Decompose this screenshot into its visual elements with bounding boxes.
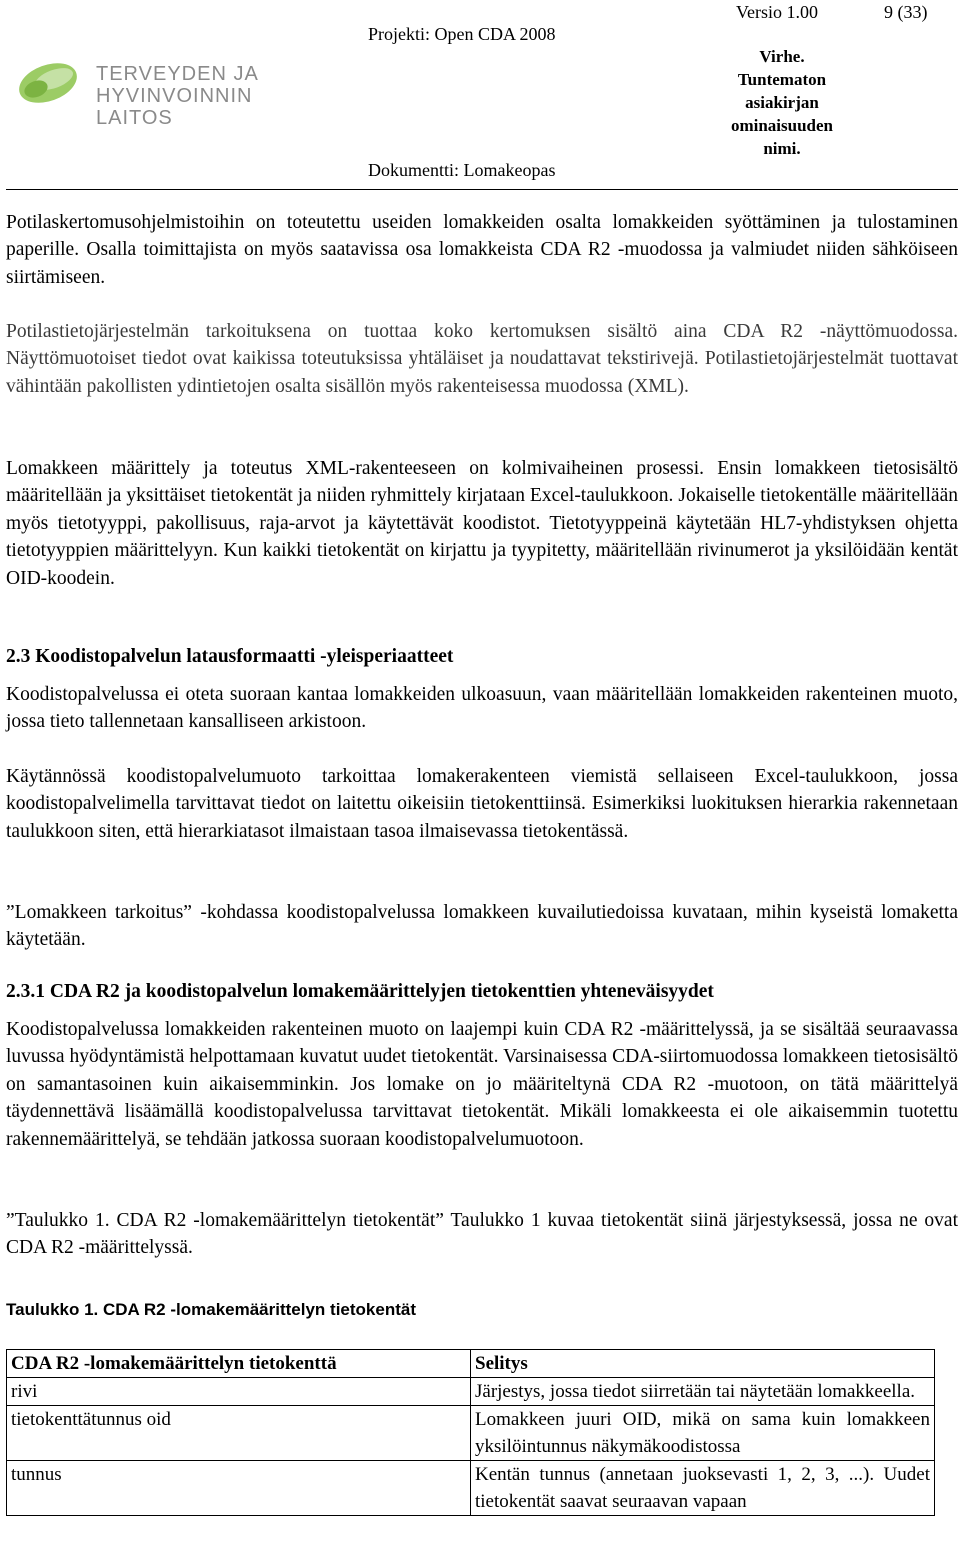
logo-line-2: HYVINVOINNIN LAITOS [96,85,253,129]
paragraph-7: Koodistopalvelussa lomakkeiden rakenteinen muoto on laajempi kuin CDA R2 -määrittelyssä, ja se sisältää seuraavassa luvussa hyödyntämistä helpottamaan kuvatut uudet tietokentät. Varsinaisessa CDA-siirtomuodossa lomakkeen tietosisältö on samantasoinen kuin aikaisemminkin. Jos lomake on jo määriteltynä CDA R2 -muotoon, on tätä määrittelyä täydennettävä lisäämällä koodistopalvelussa tarvittavat tietokentät. Mikäli lomakkeesta ei ole aikaisemmin tuotettu rakennemäärittelyä, se tehdään jatkossa suoraan koodistopalvelumuotoon. [6,1019,958,1150]
header-rule [6,189,958,190]
fields-table [6,1349,935,1516]
leaf-logo-icon [14,55,86,111]
paragraph-5: Käytännössä koodistopalvelumuoto tarkoittaa lomakerakenteen viemistä sellaiseen Excel-taulukkoon, jossa koodistopalvelimella tarvittavat tiedot on laitettu oikeisiin tietokenttiinsä. Esimerkiksi luokituksen hierarkia rakennetaan taulukkoon siten, että hierarkiatasot ilmaistaan tasoa ilmaisevassa tietokentässä. [6,766,958,842]
table-row [7,1406,935,1461]
description-cell: Kentän tunnus (annetaan juoksevasti 1, 2, 3, ...). Uudet tietokentät saavat seuraavan vapaan [471,1461,935,1516]
paragraph-6: ”Lomakkeen tarkoitus” -kohdassa koodistopalvelussa lomakkeen kuvailutiedoissa kuvataan, mihin kyseistä lomaketta käytetään. [6,902,958,951]
header-cell-description: Selitys [471,1350,935,1378]
table-row [7,1378,935,1406]
header-cell-field: CDA R2 -lomakemäärittelyn tietokenttä [7,1350,471,1378]
error-line: Tuntematon [737,70,827,89]
field-name-cell: tietokenttätunnus oid [7,1406,471,1461]
field-name-cell: tunnus [7,1461,471,1516]
error-line: Virhe. [759,47,805,66]
page-number: 9 (33) [884,2,928,22]
logo-line-1: TERVEYDEN JA [96,63,259,85]
description-cell: Lomakkeen juuri OID, mikä on sama kuin lomakkeen yksilöintunnus näkymäkoodistossa [471,1406,935,1461]
paragraph-2: Potilastietojärjestelmän tarkoituksena on tuottaa koko kertomuksen sisältö aina CDA R2 -näyttömuodossa. Näyttömuotoiset tiedot ovat kaikissa toteutuksissa yhtäläiset ja noudattavat tekstirivejä. Potilastietojärjestelmät tuottavat vähintään pakollisten ydintietojen osalta sisällön myös rakenteisessa muodossa (XML). [6,321,958,397]
error-line: asiakirjan [745,93,819,112]
project-title: Projekti: Open CDA 2008 [368,24,556,44]
logo [14,55,334,129]
paragraph-1: Potilaskertomusohjelmistoihin on toteutettu useiden lomakkeiden osalta lomakkeiden syöttäminen ja tulostaminen paperille. Osalla toimittajista on myös saatavissa osa lomakkeista CDA R2 -muodossa ja valmiudet niiden sähköiseen siirtämiseen. [6,212,958,288]
table-row [7,1461,935,1516]
table-caption: Taulukko 1. CDA R2 -lomakemäärittelyn tietokentät [6,1300,416,1319]
version-label: Versio 1.00 [736,2,818,22]
field-name-cell: rivi [7,1378,471,1406]
section-heading-2-3: 2.3 Koodistopalvelun latausformaatti -yleisperiaatteet [6,646,454,667]
table-header-row [7,1350,935,1378]
paragraph-4: Koodistopalvelussa ei oteta suoraan kantaa lomakkeiden ulkoasuun, vaan määritellään lomakkeiden rakenteinen muoto, jossa tieto tallennetaan kansalliseen arkistoon. [6,684,958,733]
description-cell: Järjestys, jossa tiedot siirretään tai näytetään lomakkeella. [471,1378,935,1406]
section-heading-2-3-1: 2.3.1 CDA R2 ja koodistopalvelun lomakemäärittelyjen tietokenttien yhteneväisyydet [6,981,714,1002]
paragraph-8: ”Taulukko 1. CDA R2 -lomakemäärittelyn tietokentät” Taulukko 1 kuvaa tietokentät siinä järjestyksessä, jossa ne ovat CDA R2 -määrittelyssä. [6,1210,958,1259]
header [0,0,960,190]
error-line: ominaisuuden [730,116,834,135]
paragraph-3: Lomakkeen määrittely ja toteutus XML-rakenteeseen on kolmivaiheinen prosessi. Ensin lomakkeen tietosisältö määritellään ja yksittäiset tietokentät ja niiden ryhmittely kirjataan Excel-taulukkoon. Jokaiselle tietokentälle määritellään myös tietotyyppi, pakollisuus, raja-arvot ja käytettävät koodistot. Tietotyyppeinä käytetään HL7-yhdistyksen ohjetta tietotyyppien määrittelyyn. Kun kaikki tietokentät on kirjattu ja tyypitetty, määritellään rivinumerot ja yksilöidään kentät OID-koodein. [6,458,958,589]
field-error-text [712,45,852,160]
document-title: Dokumentti: Lomakeopas [368,160,556,180]
error-line: nimi. [763,139,801,158]
